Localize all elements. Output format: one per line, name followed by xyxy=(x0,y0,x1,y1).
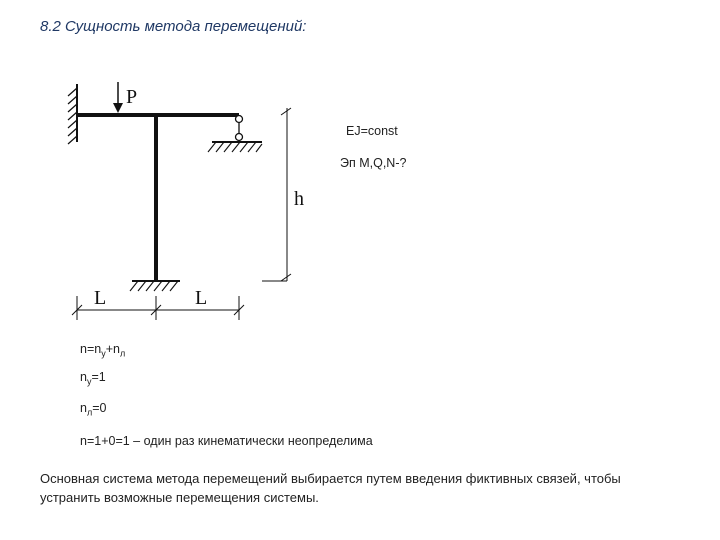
left-fixed-support xyxy=(68,84,77,144)
height-dimension xyxy=(262,108,291,281)
stiffness-note: EJ=const xyxy=(346,124,398,138)
task-note: Эп M,Q,N-? xyxy=(340,156,407,170)
explanation-paragraph: Основная система метода перемещений выбирается путем введения фиктивных связей, чтобы устранить возможные перемещения системы. xyxy=(40,471,621,505)
load-label: P xyxy=(126,86,138,108)
formula-result: n=1+0=1 – один раз кинематически неопределима xyxy=(80,434,373,448)
formula-linear-unknowns: $n_л=0$ xyxy=(80,401,107,418)
bottom-fixed-support xyxy=(130,281,180,291)
height-label: h xyxy=(294,188,304,210)
formula-angular-unknowns: $n_y=1$ xyxy=(80,370,106,387)
span-right-label: L xyxy=(195,287,208,309)
right-pin-support xyxy=(208,116,262,153)
span-left-label: L xyxy=(94,287,107,309)
formula-total-unknowns: $n=n_y+n_л$ xyxy=(80,342,126,359)
slide-title: 8.2 Сущность метода перемещений: xyxy=(40,18,307,35)
load-arrow xyxy=(113,82,123,113)
